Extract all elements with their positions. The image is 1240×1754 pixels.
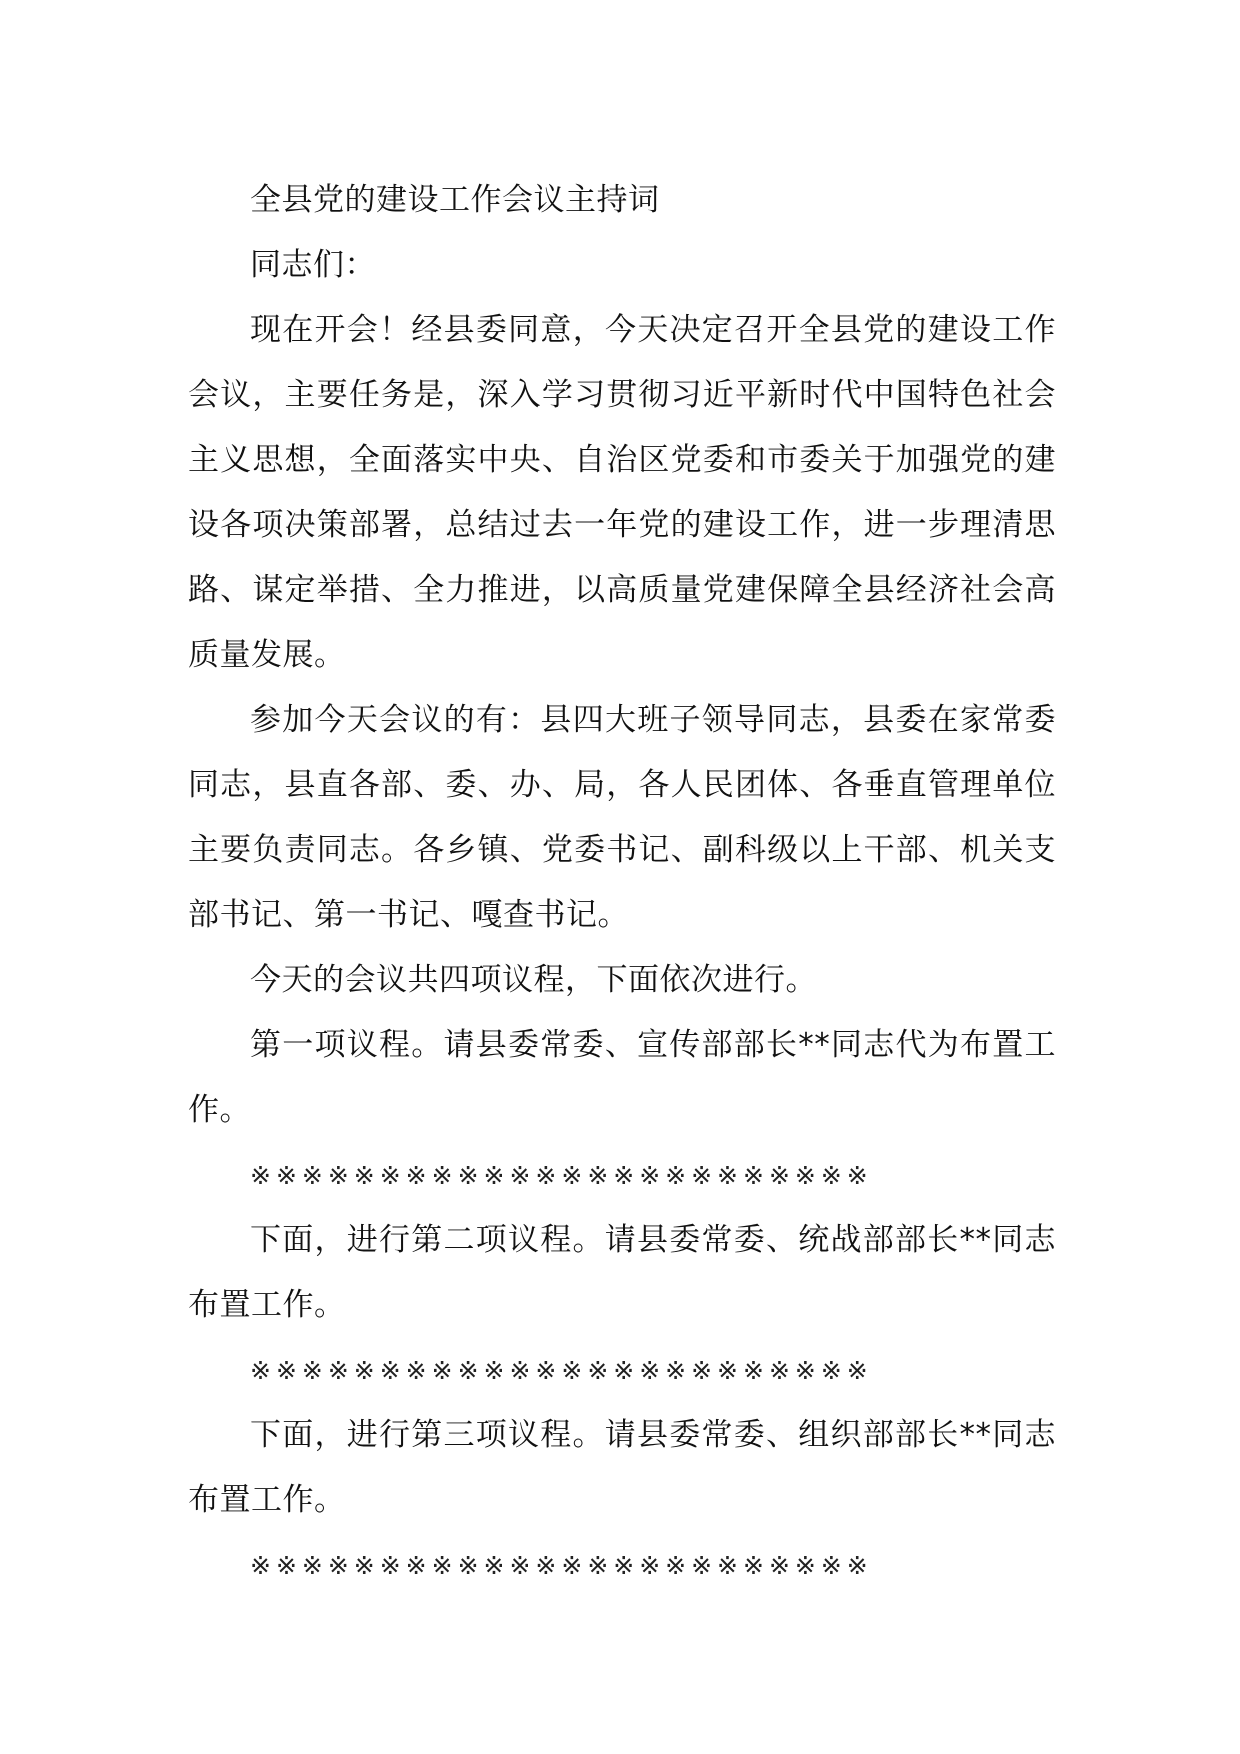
paragraph-agenda-item-2: 下面，进行第二项议程。请县委常委、统战部部长**同志布置工作。 (188, 1222, 1056, 1323)
document-title: 全县党的建设工作会议主持词 (250, 182, 660, 218)
separator-line: ※※※※※※※※※※※※※※※※※※※※※※※※ (250, 1356, 873, 1385)
paragraph-attendees: 参加今天会议的有：县四大班子领导同志，县委在家常委同志，县直各部、委、办、局，各人民团体、各垂直管理单位主要负责同志。各乡镇、党委书记、副科级以上干部、机关支部书记、第一书记、嘎查书记。 (188, 702, 1056, 933)
separator-line: ※※※※※※※※※※※※※※※※※※※※※※※※ (250, 1161, 873, 1190)
separator-line: ※※※※※※※※※※※※※※※※※※※※※※※※ (250, 1551, 873, 1580)
paragraph-agenda-item-3: 下面，进行第三项议程。请县委常委、组织部部长**同志布置工作。 (188, 1417, 1056, 1518)
paragraph-agenda-item-1: 第一项议程。请县委常委、宣传部部长**同志代为布置工作。 (188, 1027, 1056, 1128)
document-body (188, 168, 1056, 1598)
paragraph-opening: 现在开会！经县委同意，今天决定召开全县党的建设工作会议，主要任务是，深入学习贯彻习近平新时代中国特色社会主义思想，全面落实中央、自治区党委和市委关于加强党的建设各项决策部署，总结过去一年党的建设工作，进一步理清思路、谋定举措、全力推进，以高质量党建保障全县经济社会高质量发展。 (188, 312, 1056, 673)
paragraph-agenda-overview: 今天的会议共四项议程，下面依次进行。 (250, 962, 817, 998)
salutation: 同志们： (250, 247, 376, 283)
